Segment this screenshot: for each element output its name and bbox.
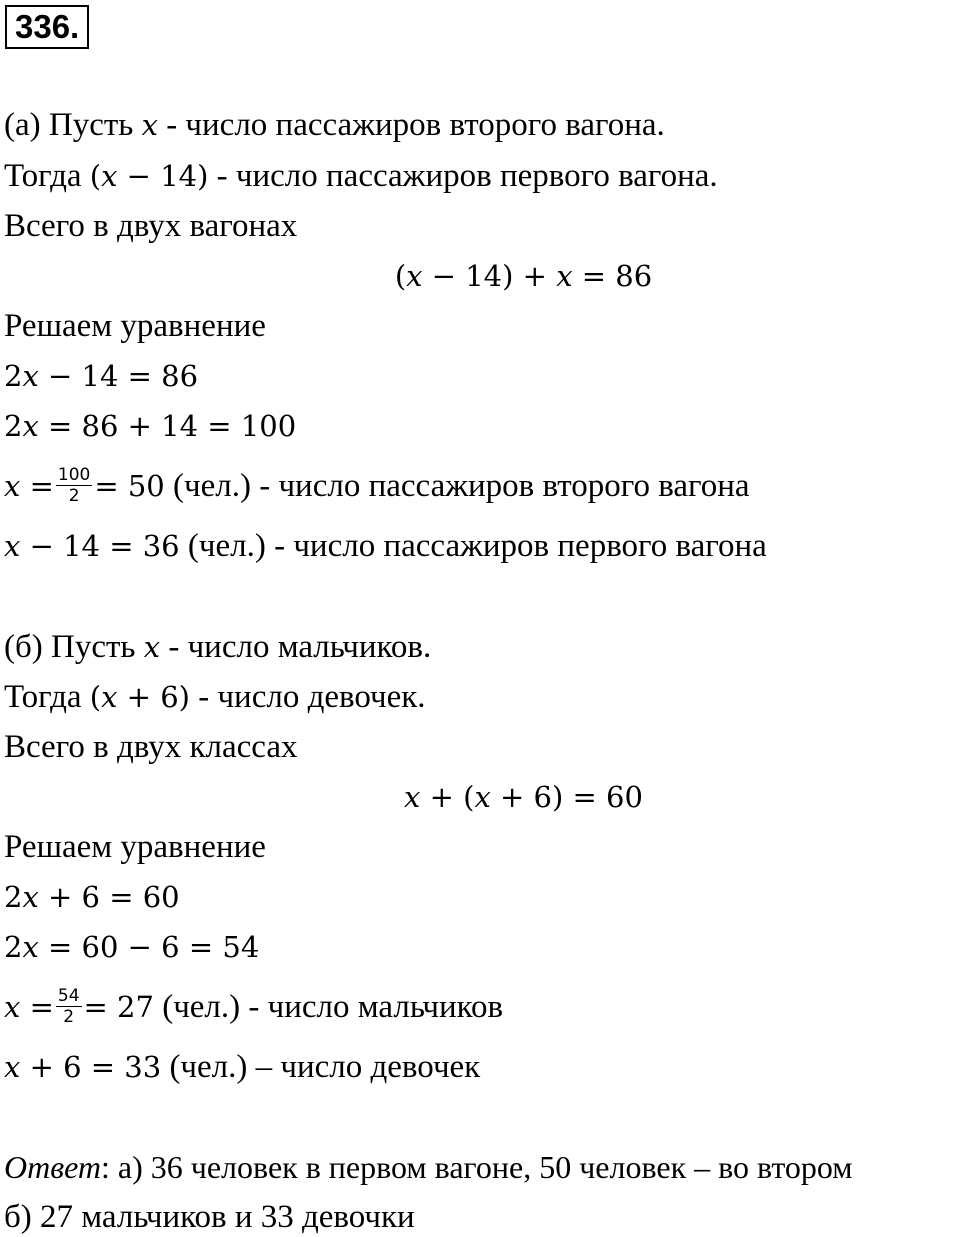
variable: x [143, 630, 161, 664]
variable: x [4, 529, 21, 563]
answer-line-2: б) 27 мальчиков и 33 девочки [4, 1199, 415, 1235]
variable: x [4, 469, 21, 503]
numerator: 100 [57, 464, 91, 485]
math: + 6) [117, 680, 190, 714]
text: (а) Пусть [4, 107, 142, 143]
math: − 14 = 36 [20, 529, 180, 563]
answer-text: : а) 36 человек в первом вагоне, 50 человек – во втором [101, 1149, 853, 1185]
math: = [20, 469, 54, 503]
part-b-step-1 [4, 877, 180, 917]
part-a-step-1 [4, 356, 198, 396]
variable: x [4, 990, 21, 1024]
text: (б) Пусть [4, 629, 144, 665]
text: (чел.) - число пассажиров второго вагона [164, 468, 750, 504]
text: (чел.) - число мальчиков [153, 989, 504, 1025]
variable: x [141, 108, 158, 142]
part-a-step-3 [4, 466, 750, 506]
denominator: 2 [68, 485, 80, 506]
math: + ( [420, 780, 475, 814]
variable: x [101, 159, 118, 193]
variable: x [22, 359, 39, 393]
part-b-line-3: Всего в двух классах [4, 729, 298, 765]
part-a-line-1 [4, 105, 665, 145]
part-a-step-4 [4, 526, 767, 566]
variable: x [404, 780, 421, 814]
math: = [20, 990, 54, 1024]
math: = 60 − 6 = 54 [38, 930, 260, 964]
math: ( [394, 259, 407, 293]
text: (чел.) - число пассажиров первого вагона [179, 528, 767, 564]
math: − 14) + [422, 259, 557, 293]
variable: x [406, 259, 423, 293]
math: = 27 [83, 990, 154, 1024]
answer-line-1 [4, 1147, 853, 1187]
math: 2 [4, 409, 23, 443]
part-b-solve-label: Решаем уравнение [4, 829, 266, 865]
part-a-line-2 [4, 156, 718, 196]
text: Тогда [4, 679, 90, 715]
math: 2 [4, 359, 23, 393]
part-b-step-4 [4, 1047, 480, 1087]
fraction [56, 986, 82, 1027]
variable: x [101, 680, 118, 714]
problem-number: 336. [5, 5, 89, 49]
variable: x [556, 259, 573, 293]
variable: x [22, 930, 39, 964]
part-a-step-2 [4, 406, 296, 446]
part-b-step-3 [4, 987, 503, 1027]
part-a-equation [0, 256, 960, 296]
denominator: 2 [63, 1006, 75, 1027]
part-b-line-2 [4, 677, 426, 717]
part-b-equation [0, 777, 960, 817]
numerator: 54 [57, 985, 80, 1006]
text: - число пассажиров второго вагона. [157, 107, 665, 143]
fraction [56, 465, 92, 506]
part-b-line-1 [4, 627, 431, 667]
text: - число девочек. [189, 679, 426, 715]
math: + 6 = 33 [20, 1050, 162, 1084]
math: 2 [4, 930, 23, 964]
part-b-step-2 [4, 927, 259, 967]
math: + 6 = 60 [38, 880, 180, 914]
part-a-line-3: Всего в двух вагонах [4, 208, 298, 244]
math: ( [89, 680, 102, 714]
math: = 86 [572, 259, 653, 293]
math: = 86 + 14 = 100 [38, 409, 297, 443]
text: Тогда [4, 158, 90, 194]
math: = 50 [94, 469, 165, 503]
text: - число пассажиров первого вагона. [208, 158, 718, 194]
math: ( [89, 159, 102, 193]
answer-label: Ответ [4, 1149, 101, 1185]
variable: x [474, 780, 491, 814]
math: + 6) = 60 [490, 780, 643, 814]
math: − 14 = 86 [38, 359, 199, 393]
math: − 14) [117, 159, 209, 193]
variable: x [22, 409, 39, 443]
text: (чел.) – число девочек [161, 1049, 481, 1085]
math: 2 [4, 880, 23, 914]
part-a-solve-label: Решаем уравнение [4, 308, 266, 344]
variable: x [22, 880, 39, 914]
variable: x [4, 1050, 21, 1084]
text: - число мальчиков. [160, 629, 432, 665]
